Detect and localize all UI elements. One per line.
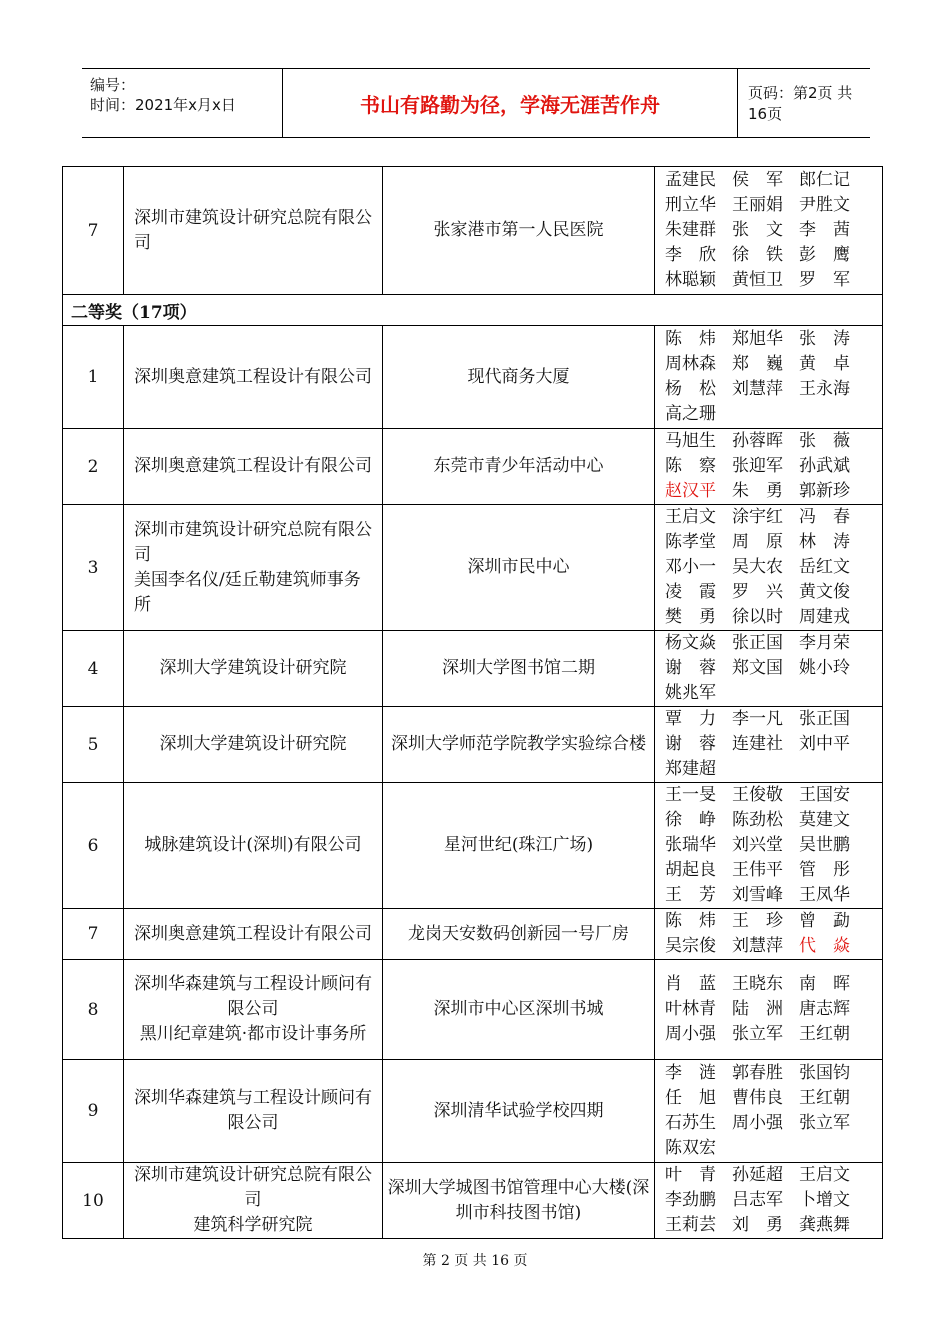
section-title: 二等奖（17项） (63, 295, 883, 326)
designer-name: 王 珍 (732, 911, 783, 931)
designer-name: 刘雪峰 (732, 885, 783, 905)
designer-name: 王莉芸 (665, 1215, 716, 1235)
designer-name: 吴大农 (732, 557, 783, 577)
designer-names (655, 909, 883, 960)
designer-name: 胡起良 (665, 860, 716, 880)
project-name: 深圳市中心区深圳书城 (383, 960, 655, 1060)
designer-name: 陈双宏 (665, 1138, 716, 1158)
designer-name: 张 涛 (799, 329, 850, 349)
designer-name: 谢 蓉 (665, 734, 716, 754)
designer-name: 刘中平 (799, 734, 850, 754)
page-header (82, 68, 870, 138)
designer-name: 林聪颖 (665, 270, 716, 290)
designer-name: 陆 洲 (732, 999, 783, 1019)
table-row (63, 429, 883, 505)
design-organization: 深圳华森建筑与工程设计顾问有限公司 (124, 1060, 383, 1163)
designer-name: 王伟平 (732, 860, 783, 880)
designer-names (655, 960, 883, 1060)
designer-name: 孟建民 (665, 170, 716, 190)
project-name: 深圳清华试验学校四期 (383, 1060, 655, 1163)
designer-name: 周小强 (665, 1024, 716, 1044)
row-number: 10 (63, 1163, 124, 1239)
table-row (63, 1163, 883, 1239)
designer-name: 郑旭华 (732, 329, 783, 349)
designer-name: 王国安 (799, 785, 850, 805)
designer-name: 姚小玲 (799, 658, 850, 678)
designer-name: 连建社 (732, 734, 783, 754)
designer-names (655, 783, 883, 909)
designer-name: 徐以时 (732, 607, 783, 627)
designer-name: 刘 勇 (732, 1215, 783, 1235)
designer-name: 曾 勐 (799, 911, 850, 931)
designer-name: 代 焱 (799, 936, 850, 956)
designer-names (655, 326, 883, 429)
designer-name: 赵汉平 (665, 481, 716, 501)
designer-name: 王俊敬 (732, 785, 783, 805)
designer-name: 石苏生 (665, 1113, 716, 1133)
designer-name: 吕志军 (732, 1190, 783, 1210)
designer-name: 管 彤 (799, 860, 850, 880)
designer-name: 彭 鹰 (799, 245, 850, 265)
designer-name: 吴宗俊 (665, 936, 716, 956)
designer-name: 张正国 (732, 633, 783, 653)
designer-name: 王红朝 (799, 1024, 850, 1044)
project-name: 龙岗天安数码创新园一号厂房 (383, 909, 655, 960)
designer-names (655, 1060, 883, 1163)
section-header-row (63, 295, 883, 326)
designer-name: 樊 勇 (665, 607, 716, 627)
header-time-label: 时间：2021年x月x日 (90, 96, 236, 114)
designer-name: 张立军 (732, 1024, 783, 1044)
designer-name: 杨文焱 (665, 633, 716, 653)
designer-name: 王晓东 (732, 974, 783, 994)
designer-name: 黄文俊 (799, 582, 850, 602)
project-name: 张家港市第一人民医院 (383, 167, 655, 295)
header-motto: 书山有路勤为径，学海无涯苦作舟 (283, 69, 738, 137)
project-name: 深圳大学城图书馆管理中心大楼(深圳市科技图书馆) (383, 1163, 655, 1239)
designer-name: 李 涟 (665, 1063, 716, 1083)
designer-name: 龚燕舞 (799, 1215, 850, 1235)
designer-name: 叶林青 (665, 999, 716, 1019)
designer-name: 周林森 (665, 354, 716, 374)
designer-name: 王凤华 (799, 885, 850, 905)
designer-name: 徐 铁 (732, 245, 783, 265)
row-number: 7 (63, 909, 124, 960)
designer-name: 刘慧萍 (732, 936, 783, 956)
designer-name: 孙蓉晖 (732, 431, 783, 451)
designer-name: 李劲鹏 (665, 1190, 716, 1210)
table-row (63, 909, 883, 960)
designer-name: 郑 巍 (732, 354, 783, 374)
designer-name: 朱 勇 (732, 481, 783, 501)
designer-name: 吴世鹏 (799, 835, 850, 855)
designer-name: 曹伟良 (732, 1088, 783, 1108)
designer-name: 叶 青 (665, 1165, 716, 1185)
table-row (63, 631, 883, 707)
designer-name: 王红朝 (799, 1088, 850, 1108)
designer-name: 李一凡 (732, 709, 783, 729)
table-row (63, 167, 883, 295)
designer-name: 岳红文 (799, 557, 850, 577)
designer-name: 李月荣 (799, 633, 850, 653)
project-name: 深圳市民中心 (383, 505, 655, 631)
designer-name: 刘慧萍 (732, 379, 783, 399)
designer-name: 王 芳 (665, 885, 716, 905)
designer-name: 郭春胜 (732, 1063, 783, 1083)
designer-name: 周小强 (732, 1113, 783, 1133)
design-organization: 深圳华森建筑与工程设计顾问有限公司 黑川纪章建筑·都市设计事务所 (124, 960, 383, 1060)
designer-name: 王启文 (799, 1165, 850, 1185)
designer-name: 郑文国 (732, 658, 783, 678)
awards-table (62, 166, 883, 1239)
designer-name: 覃 力 (665, 709, 716, 729)
row-number: 4 (63, 631, 124, 707)
designer-name: 朱建群 (665, 220, 716, 240)
design-organization: 深圳奥意建筑工程设计有限公司 (124, 326, 383, 429)
design-organization: 深圳大学建筑设计研究院 (124, 631, 383, 707)
header-number-label: 编号： (90, 76, 136, 94)
row-number: 8 (63, 960, 124, 1060)
designer-name: 陈 炜 (665, 911, 716, 931)
row-number: 5 (63, 707, 124, 783)
design-organization: 深圳奥意建筑工程设计有限公司 (124, 909, 383, 960)
designer-name: 罗 军 (799, 270, 850, 290)
designer-name: 周建戎 (799, 607, 850, 627)
row-number: 9 (63, 1060, 124, 1163)
designer-name: 邓小一 (665, 557, 716, 577)
table-row (63, 783, 883, 909)
designer-name: 姚兆军 (665, 683, 716, 703)
row-number: 7 (63, 167, 124, 295)
table-row (63, 960, 883, 1060)
row-number: 3 (63, 505, 124, 631)
designer-name: 南 晖 (799, 974, 850, 994)
designer-name: 李 茜 (799, 220, 850, 240)
designer-names (655, 429, 883, 505)
project-name: 现代商务大厦 (383, 326, 655, 429)
project-name: 星河世纪(珠江广场) (383, 783, 655, 909)
designer-name: 张正国 (799, 709, 850, 729)
designer-name: 徐 峥 (665, 810, 716, 830)
designer-name: 李 欣 (665, 245, 716, 265)
designer-name: 郭新珍 (799, 481, 850, 501)
project-name: 深圳大学图书馆二期 (383, 631, 655, 707)
design-organization: 深圳市建筑设计研究总院有限公司 (124, 167, 383, 295)
designer-name: 王永海 (799, 379, 850, 399)
row-number: 1 (63, 326, 124, 429)
table-row (63, 326, 883, 429)
designer-name: 唐志辉 (799, 999, 850, 1019)
designer-name: 孙武斌 (799, 456, 850, 476)
designer-name: 冯 春 (799, 507, 850, 527)
designer-name: 涂宇红 (732, 507, 783, 527)
designer-name: 张瑞华 (665, 835, 716, 855)
designer-name: 马旭生 (665, 431, 716, 451)
designer-name: 陈孝堂 (665, 532, 716, 552)
table-row (63, 1060, 883, 1163)
project-name: 深圳大学师范学院教学实验综合楼 (383, 707, 655, 783)
designer-name: 孙延超 (732, 1165, 783, 1185)
designer-name: 张迎军 (732, 456, 783, 476)
designer-name: 谢 蓉 (665, 658, 716, 678)
designer-name: 黄 卓 (799, 354, 850, 374)
designer-name: 张立军 (799, 1113, 850, 1133)
designer-name: 张 文 (732, 220, 783, 240)
designer-names (655, 1163, 883, 1239)
designer-name: 刑立华 (665, 195, 716, 215)
designer-name: 郑建超 (665, 759, 716, 779)
designer-names (655, 707, 883, 783)
row-number: 2 (63, 429, 124, 505)
designer-name: 卜增文 (799, 1190, 850, 1210)
designer-name: 杨 松 (665, 379, 716, 399)
designer-name: 刘兴堂 (732, 835, 783, 855)
designer-name: 张国钧 (799, 1063, 850, 1083)
designer-name: 尹胜文 (799, 195, 850, 215)
designer-name: 罗 兴 (732, 582, 783, 602)
designer-names (655, 631, 883, 707)
designer-name: 凌 霞 (665, 582, 716, 602)
designer-name: 张 薇 (799, 431, 850, 451)
header-meta (82, 69, 283, 137)
design-organization: 城脉建筑设计(深圳)有限公司 (124, 783, 383, 909)
designer-name: 王丽娟 (732, 195, 783, 215)
designer-name: 任 旭 (665, 1088, 716, 1108)
design-organization: 深圳市建筑设计研究总院有限公司 美国李名仪/廷丘勒建筑师事务所 (124, 505, 383, 631)
design-organization: 深圳大学建筑设计研究院 (124, 707, 383, 783)
designer-name: 王启文 (665, 507, 716, 527)
designer-names (655, 505, 883, 631)
design-organization: 深圳市建筑设计研究总院有限公司 建筑科学研究院 (124, 1163, 383, 1239)
designer-name: 王一旻 (665, 785, 716, 805)
design-organization: 深圳奥意建筑工程设计有限公司 (124, 429, 383, 505)
designer-name: 莫建文 (799, 810, 850, 830)
designer-name: 肖 蓝 (665, 974, 716, 994)
designer-name: 陈 察 (665, 456, 716, 476)
designer-name: 陈 炜 (665, 329, 716, 349)
designer-name: 郎仁记 (799, 170, 850, 190)
designer-name: 林 涛 (799, 532, 850, 552)
designer-name: 周 原 (732, 532, 783, 552)
page-footer: 第 2 页 共 16 页 (422, 1253, 528, 1269)
header-page-info: 页码：第2页 共16页 (748, 84, 853, 123)
designer-names (655, 167, 883, 295)
project-name: 东莞市青少年活动中心 (383, 429, 655, 505)
designer-name: 侯 军 (732, 170, 783, 190)
table-row (63, 505, 883, 631)
designer-name: 陈劲松 (732, 810, 783, 830)
row-number: 6 (63, 783, 124, 909)
table-row (63, 707, 883, 783)
designer-name: 高之珊 (665, 404, 716, 424)
designer-name: 黄恒卫 (732, 270, 783, 290)
